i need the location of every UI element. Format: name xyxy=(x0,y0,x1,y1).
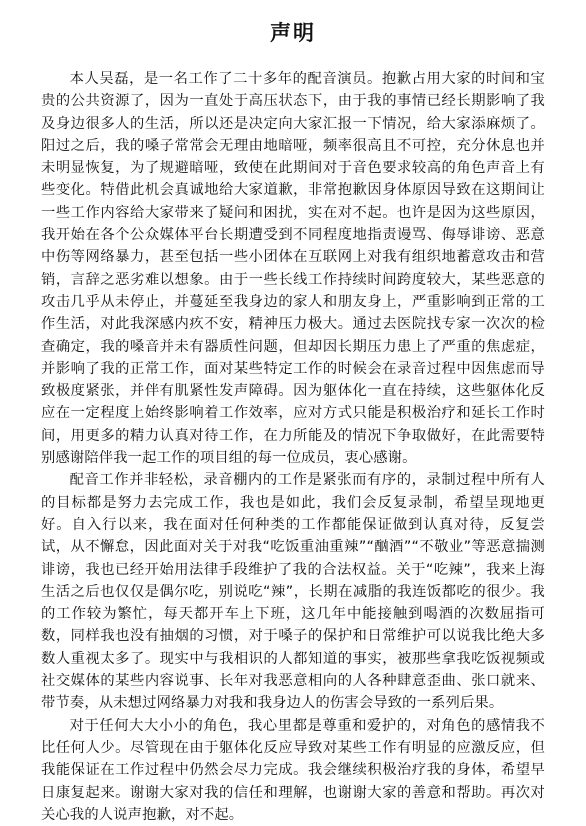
paragraph-3: 对于任何大大小小的角色，我心里都是尊重和爱护的，对角色的感情我不比任何人少。尽管现在由于躯体化反应导致对某些工作有明显的应激反应，但我能保证在工作过程中仍然会尽力完成。我会继续积极治疗我的身体，希望早日康复起来。谢谢大家对我的信任和理解，也谢谢大家的善意和帮助。再次对关心我的人说声抱歉，对不起。 xyxy=(41,717,545,823)
document-body xyxy=(41,68,545,826)
paragraph-2: 配音工作并非轻松，录音棚内的工作是紧张而有序的，录制过程中所有人的目标都是努力去完成工作，我也是如此，我们会反复录制，希望呈现地更好。自入行以来，我在面对任何种类的工作都能保证做到认真对待，反复尝试，从不懈怠，因此面对关于对我“吃饭重油重辣”“酗酒”“不敬业”等恶意揣测诽谤，我也已经开始用法律手段维护了我的合法权益。关于“吃辣”，我来上海生活之后也仅仅是偶尔吃，别说吃“辣”，长期在减脂的我连饭都吃的很少。我的工作较为繁忙，每天都开车上下班，这几年中能接触到喝酒的次数屈指可数，同样我也没有抽烟的习惯，对于嗓子的保护和日常维护可以说我比绝大多数人重视太多了。现实中与我相识的人都知道的事实，被那些拿我吃饭视频或社交媒体的某些内容说事、长年对我恶意相向的人各种肆意歪曲、张口就来、带节奏，从未想过网络暴力对我和我身边人的伤害会导致的一系列后果。 xyxy=(41,472,545,712)
document-title: 声明 xyxy=(270,21,316,45)
paragraph-1: 本人吴磊，是一名工作了二十多年的配音演员。抱歉占用大家的时间和宝贵的公共资源了，因为一直处于高压状态下，由于我的事情已经长期影响了我及身边很多人的生活，所以还是决定向大家汇报一下情况，给大家添麻烦了。阳过之后，我的嗓子常常会无理由地暗哑，频率很高且不可控，充分休息也并未明显恢复，为了规避暗哑，致使在此期间对于音色要求较高的角色声音上有些变化。特借此机会真诚地给大家道歉，非常抱歉因身体原因导致在这期间让一些工作内容给大家带来了疑问和困扰，实在对不起。也许是因为这些原因，我开始在各个公众媒体平台长期遭受到不同程度地指责谩骂、侮辱诽谤、恶意中伤等网络暴力，甚至包括一些小团体在互联网上对我有组织地蓄意攻击和营销，言辞之恶劣难以想象。由于一些长线工作持续时间跨度较大，某些恶意的攻击几乎从未停止，并蔓延至我身边的家人和朋友身上，严重影响到正常的工作生活，对此我深感内疚不安，精神压力极大。通过去医院找专家一次次的检查确定，我的嗓音并未有器质性问题，但却因长期压力患上了严重的焦虑症，并影响了我的正常工作，面对某些特定工作的时候会在录音过程中因焦虑而导致极度紧张，并伴有肌紧性发声障碍。因为躯体化一直在持续，这些躯体化反应在一定程度上始终影响着工作效率，应对方式只能是积极治疗和延长工作时间，用更多的精力认真对待工作，在力所能及的情况下争取做好，在此需要特别感谢陪伴我一起工作的项目组的每一位成员，衷心感谢。 xyxy=(41,71,545,467)
